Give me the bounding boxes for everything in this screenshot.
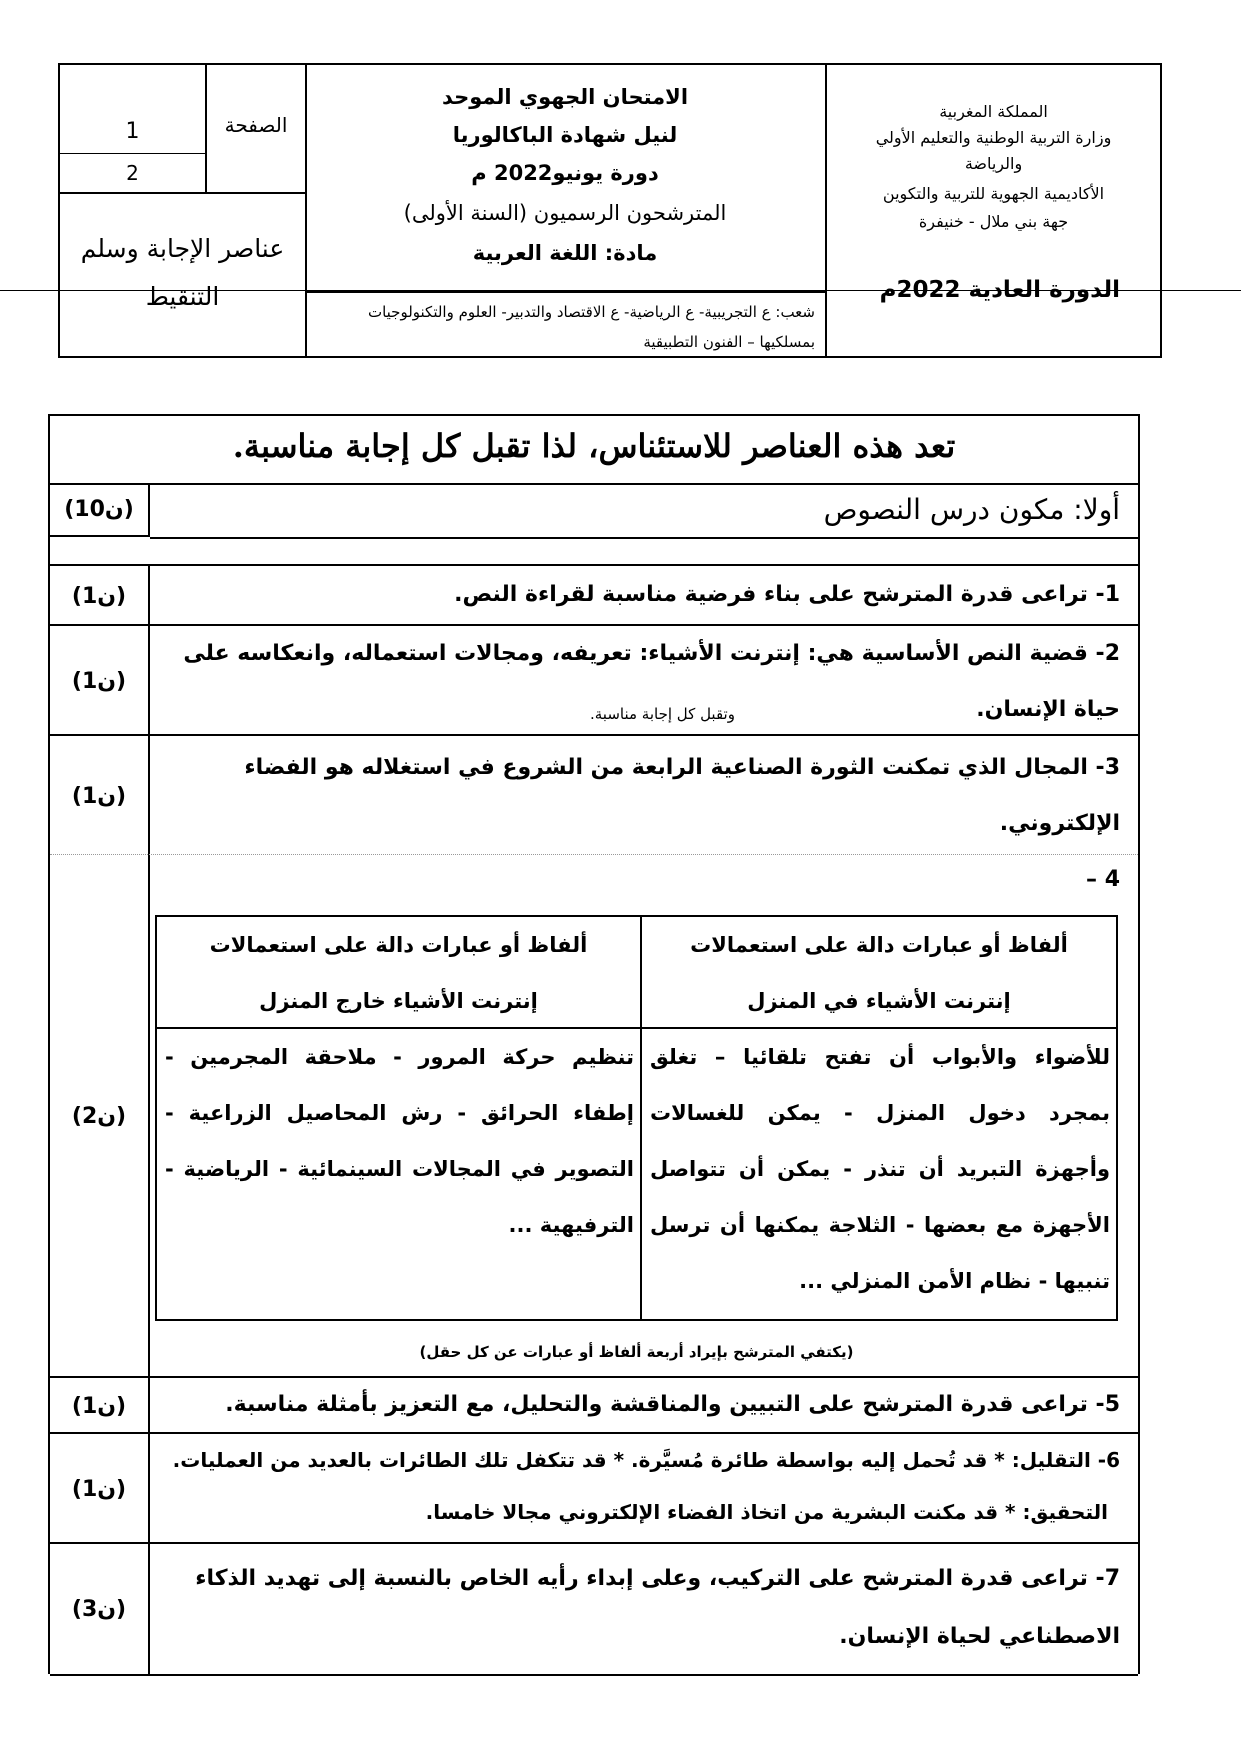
table-header-text: إنترنت الأشياء خارج المنزل xyxy=(259,989,538,1013)
question-row xyxy=(50,624,1138,736)
table-cell-text: تنظيم حركة المرور - ملاحقة المجرمين - إطفاء الحرائق - رش المحاصيل الزراعية - التصوير في المجالات السينمائية - الرياضية - الترفيهية ... xyxy=(165,1045,634,1237)
streams: شعب: ع التجريبية- ع الرياضية- ع الاقتصاد والتدبير- العلوم والتكنولوجيات بمسلكيها – الفنون التطبيقية xyxy=(367,303,815,351)
table-header-outside xyxy=(157,917,640,1027)
usage-table xyxy=(155,915,1118,1321)
question-row xyxy=(50,564,1138,626)
question-score: (2ن) xyxy=(50,855,150,1377)
question-score: (1ن) xyxy=(50,626,150,736)
table-body-row xyxy=(157,1029,1116,1319)
section-score: (10ن) xyxy=(50,483,150,537)
question-text: 3- المجال الذي تمكنت الثورة الصناعية الرابعة من الشروع في استغلاله هو الفضاء الإلكتروني. xyxy=(244,755,1120,836)
question-text: 1- تراعى قدرة المترشح على بناء فرضية مناسبة لقراءة النص. xyxy=(454,582,1120,607)
header-right-column xyxy=(827,65,1160,356)
question-row xyxy=(50,734,1138,856)
question-text-main: 2- قضية النص الأساسية هي: إنترنت الأشياء: تعريفه، ومجالات استعماله، وانعكاسه على حياة الإنسان. xyxy=(183,641,1120,722)
table-cell-home xyxy=(640,1029,1116,1319)
question-text: 5- تراعى قدرة المترشح على التبيين والمناقشة والتحليل، مع التعزيز بأمثلة مناسبة. xyxy=(225,1392,1120,1417)
table-header-home xyxy=(640,917,1116,1027)
question-row xyxy=(50,1376,1138,1434)
question-row xyxy=(50,854,1138,1377)
page-label: الصفحة xyxy=(224,113,288,137)
page-total: 2 xyxy=(126,161,139,185)
question-line: 6- التقليل: * قد تُحمل إليه بواسطة طائرة مُسيَّرة. * قد تتكفل تلك الطائرات بالعديد من العمليات. xyxy=(172,1448,1120,1472)
session-label: الدورة العادية 2022م xyxy=(879,277,1120,303)
question-score: (1ن) xyxy=(50,1434,150,1544)
header-middle-column xyxy=(305,65,827,356)
exam-session: دورة يونيو2022 م xyxy=(471,161,659,185)
question-row xyxy=(50,1432,1138,1544)
academy: الأكاديمية الجهوية للتربية والتكوين xyxy=(882,184,1105,203)
table-cell-outside xyxy=(157,1029,640,1319)
answer-box xyxy=(48,414,1140,1674)
table-header-text: ألفاظ أو عبارات دالة على استعمالات xyxy=(690,933,1068,957)
page-current: 1 xyxy=(125,119,140,144)
ministry-line-1: وزارة التربية الوطنية والتعليم الأولي xyxy=(875,128,1112,147)
answer-key-title: عناصر الإجابة وسلم التنقيط xyxy=(80,234,285,311)
question-score: (3ن) xyxy=(50,1544,150,1674)
scan-line xyxy=(0,290,1241,291)
question-text xyxy=(150,1434,1138,1544)
candidates: المترشحون الرسميون (السنة الأولى) xyxy=(403,201,727,225)
exam-title: الامتحان الجهوي الموحد xyxy=(441,85,689,109)
exam-header xyxy=(58,63,1162,358)
exam-info xyxy=(305,65,825,293)
banner-note: تعد هذه العناصر للاستئناس، لذا تقبل كل إجابة مناسبة. xyxy=(50,414,1138,485)
question-note: وتقبل كل إجابة مناسبة. xyxy=(590,705,735,723)
kingdom: المملكة المغربية xyxy=(939,102,1048,121)
question-text: 4 – xyxy=(1086,867,1120,892)
question-score: (1ن) xyxy=(50,736,150,856)
table-note: (يكتفي المترشح بإيراد أربعة ألفاظ أو عبارات عن كل حقل) xyxy=(419,1343,854,1361)
exam-purpose: لنيل شهادة الباكالوريا xyxy=(452,123,678,147)
ministry-line-2: والرياضة xyxy=(964,154,1023,173)
section-title: أولا: مكون درس النصوص xyxy=(150,483,1138,539)
table-header-text: ألفاظ أو عبارات دالة على استعمالات xyxy=(209,933,588,957)
page-number-grid xyxy=(60,65,305,194)
header-left-column xyxy=(60,65,307,356)
question-text xyxy=(150,626,1138,736)
question-line: التحقيق: * قد مكنت البشرية من اتخاذ الفضاء الإلكتروني مجالا خامسا. xyxy=(425,1500,1108,1524)
question-score: (1ن) xyxy=(50,1378,150,1434)
region: جهة بني ملال - خنيفرة xyxy=(918,212,1069,231)
question-text: 7- تراعى قدرة المترشح على التركيب، وعلى إبداء رأيه الخاص بالنسبة إلى تهديد الذكاء الاصطناعي لحياة الإنسان. xyxy=(195,1566,1120,1649)
divider xyxy=(60,153,205,154)
subject: مادة: اللغة العربية xyxy=(472,241,658,265)
divider xyxy=(205,65,207,192)
table-cell-text: للأضواء والأبواب أن تفتح تلقائيا – تغلق بمجرد دخول المنزل - يمكن للغسالات وأجهزة التبريد أن تنذر - يمكن أن تتواصل الأجهزة مع بعضها - الثلاجة يمكنها أن ترسل تنبيها - نظام الأمن المنزلي ... xyxy=(650,1045,1110,1293)
table-header-text: إنترنت الأشياء في المنزل xyxy=(747,989,1011,1013)
table-header-row xyxy=(157,917,1116,1029)
question-row xyxy=(50,1542,1138,1676)
question-score: (1ن) xyxy=(50,566,150,626)
